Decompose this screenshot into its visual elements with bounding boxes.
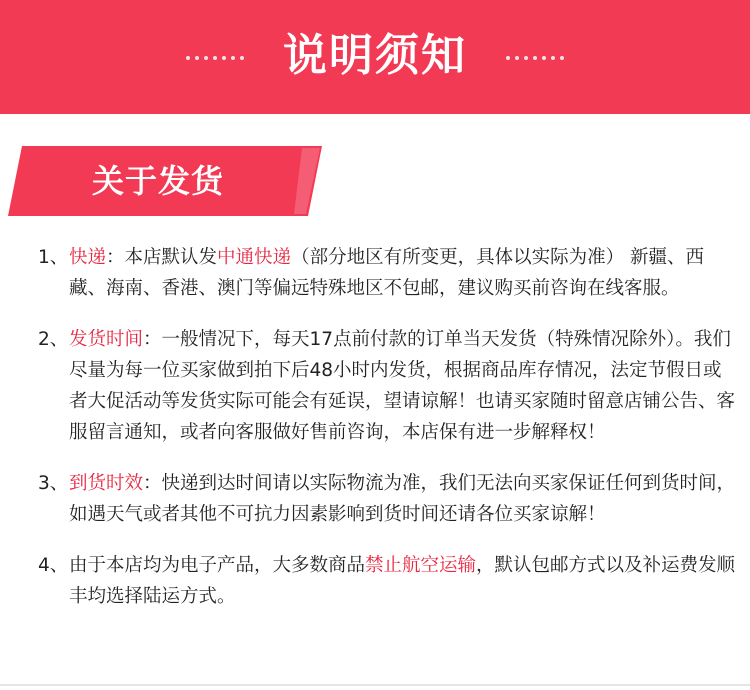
- note-text: 一般情况下，每天17点前付款的订单当天发货（特殊情况除外）。我们尽量为每一位买家做到拍下后48小时内发货，根据商品库存情况，法定节假日或者大促活动等发货实际可能会有延误，望请谅解！也请买家随时留意店铺公告、客服留言通知，或者向客服做好售前咨询，本店保有进一步解释权！: [69, 329, 736, 443]
- note-colon: ：: [106, 247, 125, 268]
- note-label: 快递: [69, 247, 107, 268]
- note-number: 4、: [38, 555, 69, 576]
- header-banner: [0, 0, 750, 114]
- note-label: 到货时效: [69, 473, 144, 494]
- note-colon: ：: [143, 329, 162, 350]
- note-highlight: 禁止航空运输: [365, 555, 477, 576]
- shipping-notes-list: [38, 242, 738, 612]
- note-text: （部分地区有所变更，具体以实际为准） 新疆、西藏、海南、香港、澳门等偏远特殊地区不包邮，建议购买前咨询在线客服。: [69, 247, 704, 299]
- note-text: ，默认包邮方式以及补运费发顺丰均选择陆运方式。: [69, 555, 736, 607]
- section-title: 关于发货: [91, 162, 224, 200]
- note-number: 3、: [38, 473, 69, 494]
- note-item-shipping-time: [38, 324, 738, 448]
- section-tag: [8, 146, 324, 216]
- decorative-dots-right: [506, 56, 564, 60]
- note-text: 由于本店均为电子产品，大多数商品: [69, 555, 366, 576]
- note-number: 2、: [38, 329, 69, 350]
- note-item-express: [38, 242, 738, 304]
- note-text: 本店默认发: [124, 247, 218, 268]
- note-number: 1、: [38, 247, 69, 268]
- note-highlight: 中通快递: [217, 247, 292, 268]
- note-colon: ：: [143, 473, 162, 494]
- note-item-air-ban: [38, 550, 738, 612]
- page-title: 说明须知: [283, 30, 467, 81]
- bottom-divider: [0, 684, 750, 686]
- note-label: 发货时间: [69, 329, 144, 350]
- note-item-delivery: [38, 468, 738, 530]
- note-text: 快递到达时间请以实际物流为准，我们无法向买家保证任何到货时间，如遇天气或者其他不可抗力因素影响到货时间还请各位买家谅解！: [69, 473, 736, 525]
